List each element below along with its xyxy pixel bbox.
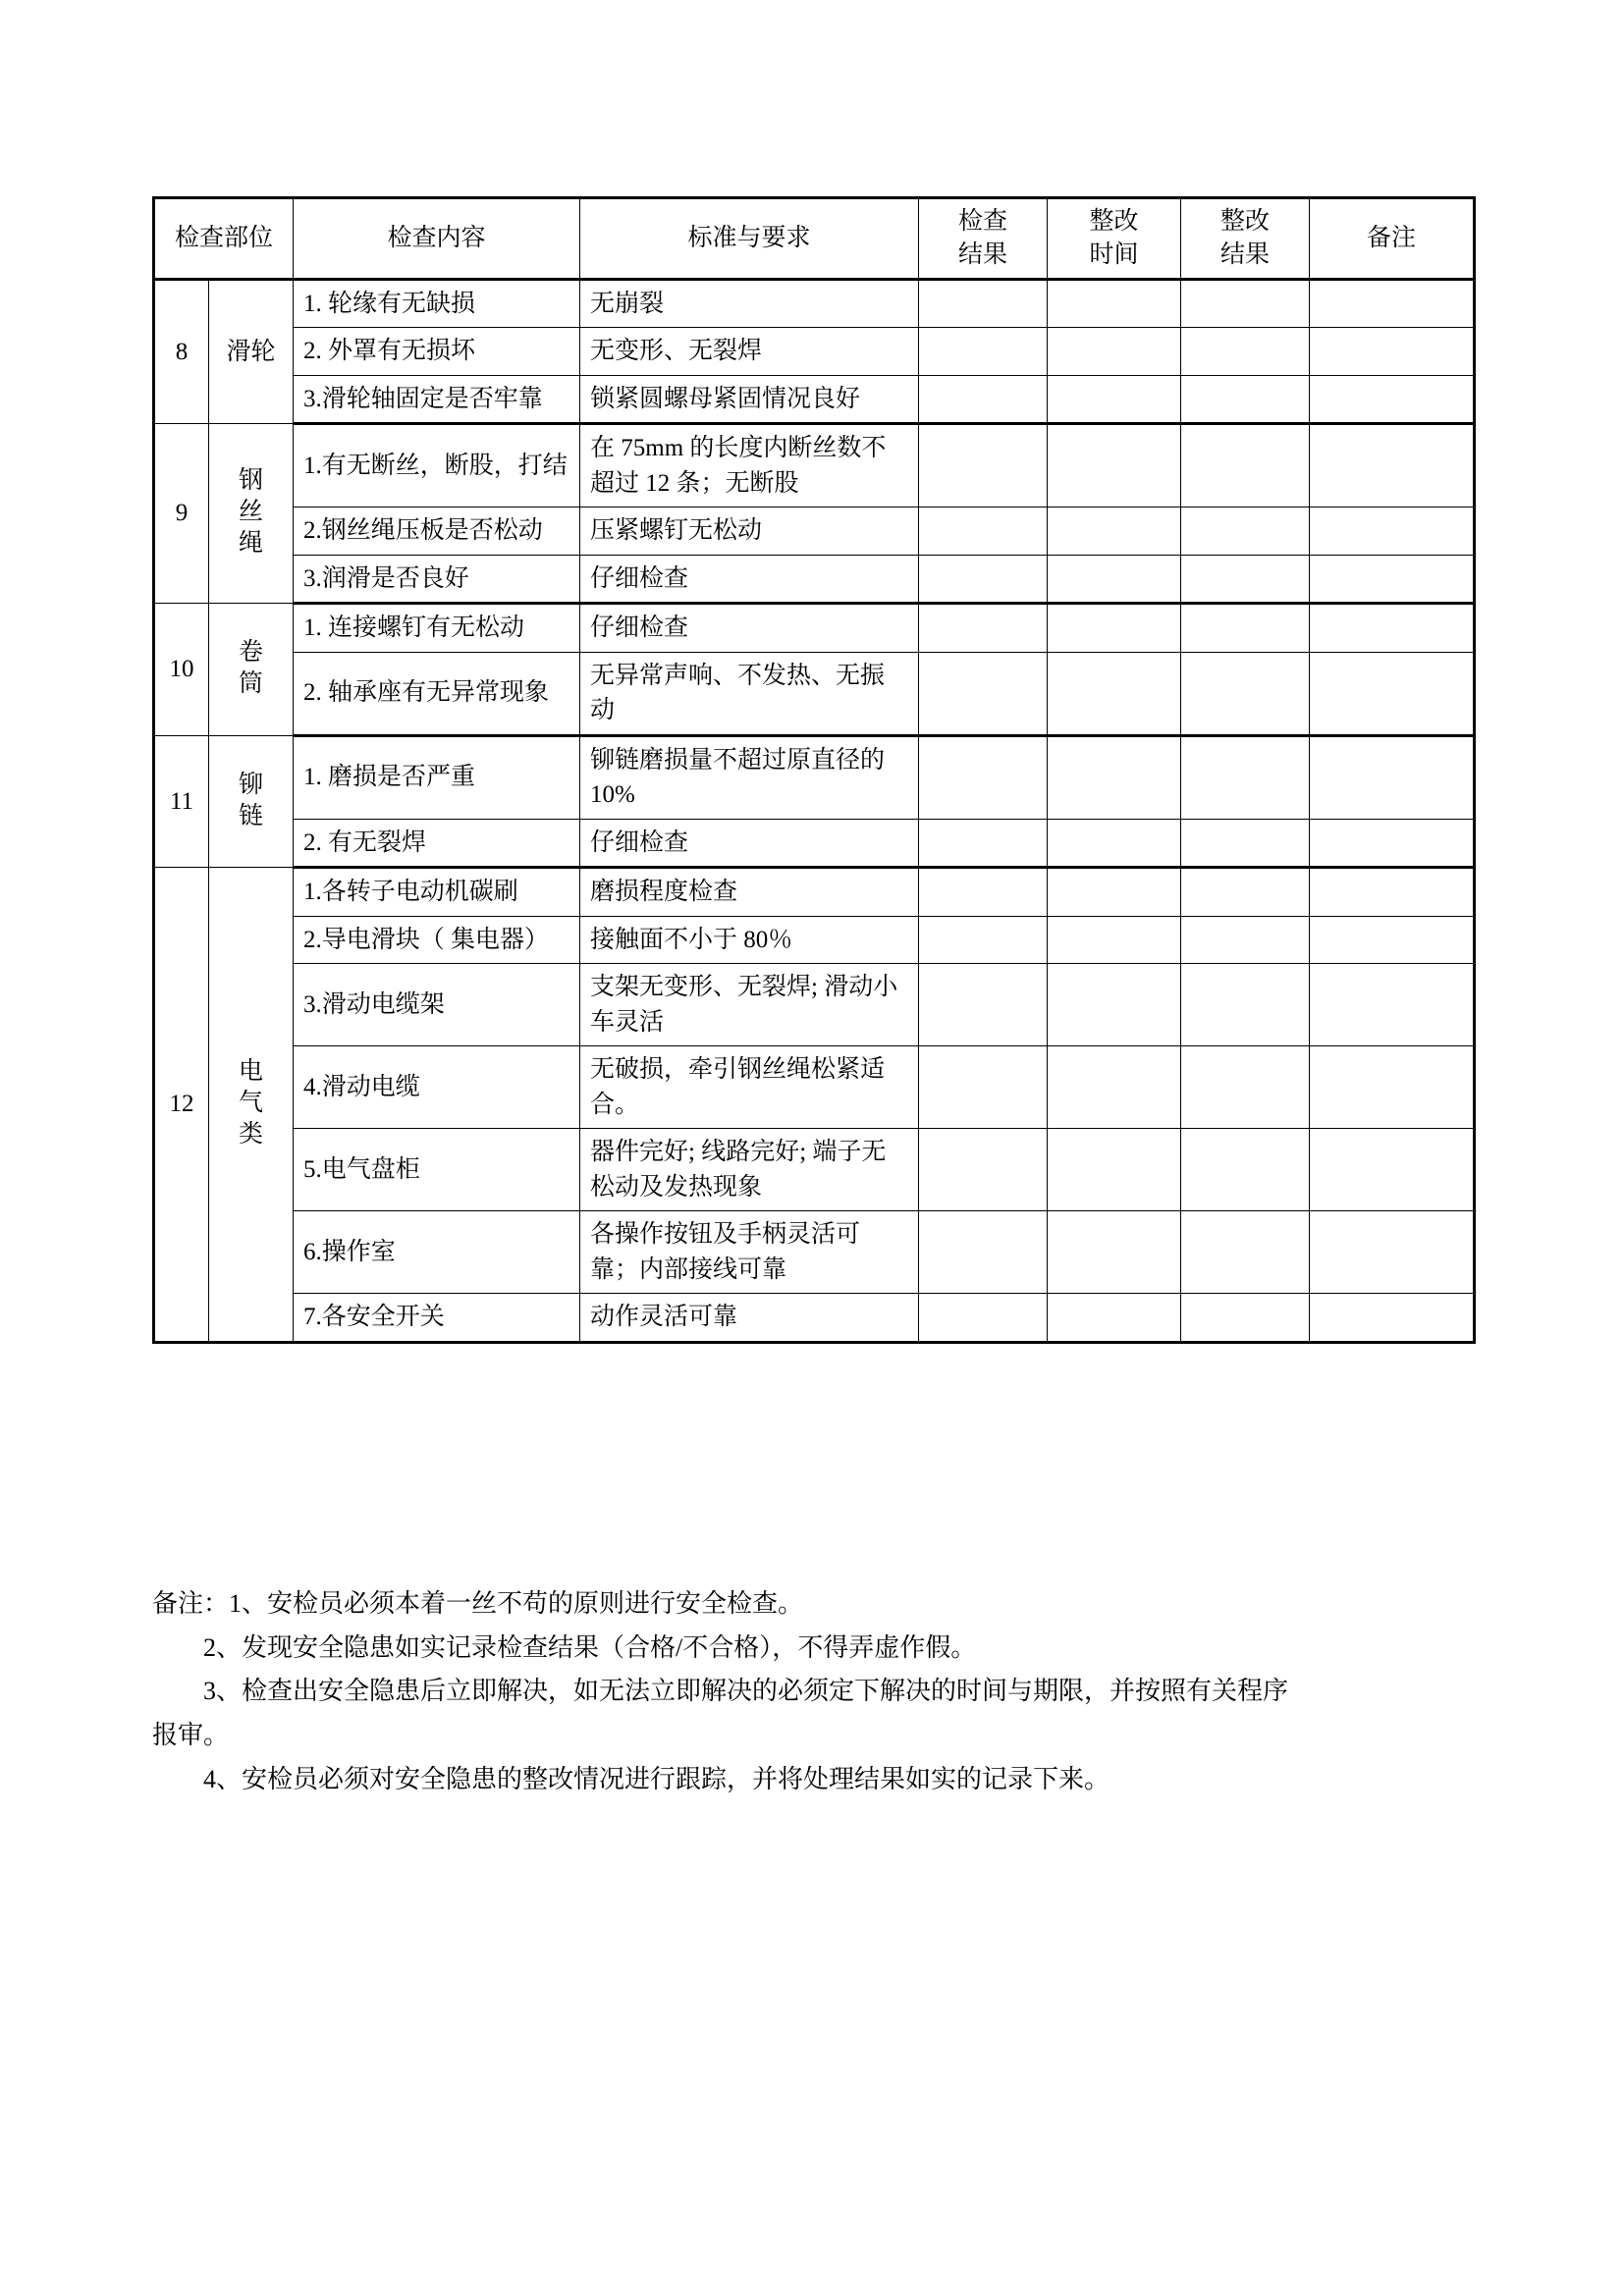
standard-requirement: 铆链磨损量不超过原直径的 10% bbox=[580, 735, 919, 819]
rectify-result-cell[interactable] bbox=[1181, 819, 1310, 868]
table-row bbox=[154, 1046, 1475, 1129]
remark-cell[interactable] bbox=[1310, 555, 1475, 604]
remark-cell[interactable] bbox=[1310, 424, 1475, 507]
inspection-part-char: 钢 bbox=[239, 467, 264, 495]
rectify-time-cell[interactable] bbox=[1048, 279, 1181, 328]
check-result-cell[interactable] bbox=[919, 1294, 1048, 1343]
rectify-result-cell[interactable] bbox=[1181, 652, 1310, 735]
rectify-result-cell[interactable] bbox=[1181, 916, 1310, 964]
rectify-time-cell[interactable] bbox=[1048, 328, 1181, 376]
check-result-cell[interactable] bbox=[919, 1046, 1048, 1129]
rectify-time-cell[interactable] bbox=[1048, 819, 1181, 868]
notes-section bbox=[152, 1582, 1478, 1802]
table-row bbox=[154, 604, 1475, 653]
inspection-content: 1.各转子电动机碳刷 bbox=[294, 868, 580, 917]
note-line-1: 备注：1、安检员必须本着一丝不苟的原则进行安全检查。 bbox=[152, 1589, 804, 1618]
inspection-part-vertical bbox=[239, 637, 263, 700]
standard-requirement: 无异常声响、不发热、无振动 bbox=[580, 652, 919, 735]
remark-cell[interactable] bbox=[1310, 916, 1475, 964]
inspection-content: 5.电气盘柜 bbox=[294, 1129, 580, 1211]
rectify-result-cell[interactable] bbox=[1181, 1211, 1310, 1294]
table-row bbox=[154, 819, 1475, 868]
remark-cell[interactable] bbox=[1310, 735, 1475, 819]
inspection-content: 1. 连接螺钉有无松动 bbox=[294, 604, 580, 653]
inspection-part-char: 卷 bbox=[239, 639, 264, 666]
table-row bbox=[154, 507, 1475, 556]
inspection-content: 6.操作室 bbox=[294, 1211, 580, 1294]
check-result-cell[interactable] bbox=[919, 279, 1048, 328]
remark-cell[interactable] bbox=[1310, 604, 1475, 653]
inspection-content: 3.润滑是否良好 bbox=[294, 555, 580, 604]
inspection-part-char: 丝 bbox=[239, 499, 264, 526]
inspection-part-char: 气 bbox=[239, 1090, 264, 1116]
rectify-time-cell[interactable] bbox=[1048, 424, 1181, 507]
header-check-result-line1: 检查 bbox=[958, 208, 1008, 235]
rectify-result-cell[interactable] bbox=[1181, 507, 1310, 556]
rectify-result-cell[interactable] bbox=[1181, 868, 1310, 917]
inspection-content: 4.滑动电缆 bbox=[294, 1046, 580, 1129]
standard-requirement: 压紧螺钉无松动 bbox=[580, 507, 919, 556]
rectify-time-cell[interactable] bbox=[1048, 652, 1181, 735]
rectify-result-cell[interactable] bbox=[1181, 604, 1310, 653]
check-result-cell[interactable] bbox=[919, 1129, 1048, 1211]
row-number: 10 bbox=[154, 604, 209, 736]
table-row bbox=[154, 328, 1475, 376]
inspection-content: 3.滑轮轴固定是否牢靠 bbox=[294, 375, 580, 424]
check-result-cell[interactable] bbox=[919, 604, 1048, 653]
standard-requirement: 仔细检查 bbox=[580, 819, 919, 868]
rectify-result-cell[interactable] bbox=[1181, 1294, 1310, 1343]
note-line-2: 2、发现安全隐患如实记录检查结果（合格/不合格），不得弄虚作假。 bbox=[203, 1632, 977, 1662]
inspection-part-char: 类 bbox=[239, 1121, 264, 1148]
inspection-part-char: 铆 bbox=[239, 771, 264, 798]
check-result-cell[interactable] bbox=[919, 328, 1048, 376]
rectify-time-cell[interactable] bbox=[1048, 507, 1181, 556]
note-line-4: 4、安检员必须对安全隐患的整改情况进行跟踪，并将处理结果如实的记录下来。 bbox=[203, 1764, 1110, 1793]
remark-cell[interactable] bbox=[1310, 1294, 1475, 1343]
row-number: 11 bbox=[154, 735, 209, 868]
remark-cell[interactable] bbox=[1310, 1211, 1475, 1294]
standard-requirement: 锁紧圆螺母紧固情况良好 bbox=[580, 375, 919, 424]
table-row bbox=[154, 652, 1475, 735]
standard-requirement: 无变形、无裂焊 bbox=[580, 328, 919, 376]
table-header bbox=[154, 198, 1475, 280]
rectify-time-cell[interactable] bbox=[1048, 604, 1181, 653]
header-standard: 标准与要求 bbox=[580, 198, 919, 280]
table-body bbox=[154, 279, 1475, 1342]
header-check-result bbox=[919, 198, 1048, 280]
inspection-table-container bbox=[152, 196, 1473, 1344]
remark-cell[interactable] bbox=[1310, 652, 1475, 735]
inspection-content: 2. 外罩有无损坏 bbox=[294, 328, 580, 376]
table-row bbox=[154, 735, 1475, 819]
inspection-content: 1. 磨损是否严重 bbox=[294, 735, 580, 819]
remark-cell[interactable] bbox=[1310, 868, 1475, 917]
inspection-part bbox=[209, 735, 294, 868]
inspection-part bbox=[209, 868, 294, 1343]
check-result-cell[interactable] bbox=[919, 375, 1048, 424]
standard-requirement: 接触面不小于 80％ bbox=[580, 916, 919, 964]
check-result-cell[interactable] bbox=[919, 652, 1048, 735]
rectify-time-cell[interactable] bbox=[1048, 1294, 1181, 1343]
table-row bbox=[154, 964, 1475, 1046]
check-result-cell[interactable] bbox=[919, 1211, 1048, 1294]
row-number: 9 bbox=[154, 424, 209, 604]
header-rectify-result bbox=[1181, 198, 1310, 280]
rectify-result-cell[interactable] bbox=[1181, 424, 1310, 507]
remark-cell[interactable] bbox=[1310, 375, 1475, 424]
rectify-result-cell[interactable] bbox=[1181, 964, 1310, 1046]
table-row bbox=[154, 424, 1475, 507]
inspection-part: 滑轮 bbox=[209, 279, 294, 424]
header-content: 检查内容 bbox=[294, 198, 580, 280]
rectify-time-cell[interactable] bbox=[1048, 916, 1181, 964]
remark-cell[interactable] bbox=[1310, 279, 1475, 328]
header-remark: 备注 bbox=[1310, 198, 1475, 280]
table-row bbox=[154, 916, 1475, 964]
standard-requirement: 仔细检查 bbox=[580, 604, 919, 653]
rectify-result-cell[interactable] bbox=[1181, 735, 1310, 819]
inspection-part bbox=[209, 604, 294, 736]
rectify-time-cell[interactable] bbox=[1048, 735, 1181, 819]
inspection-part-char: 筒 bbox=[239, 670, 264, 697]
table-row bbox=[154, 555, 1475, 604]
remark-cell[interactable] bbox=[1310, 328, 1475, 376]
inspection-part-vertical bbox=[239, 770, 263, 832]
check-result-cell[interactable] bbox=[919, 555, 1048, 604]
standard-requirement: 动作灵活可靠 bbox=[580, 1294, 919, 1343]
standard-requirement: 仔细检查 bbox=[580, 555, 919, 604]
header-part: 检查部位 bbox=[154, 198, 294, 280]
header-row bbox=[154, 198, 1475, 280]
table-row bbox=[154, 279, 1475, 328]
standard-requirement: 各操作按钮及手柄灵活可靠；内部接线可靠 bbox=[580, 1211, 919, 1294]
inspection-part-char: 电 bbox=[239, 1058, 264, 1085]
check-result-cell[interactable] bbox=[919, 868, 1048, 917]
check-result-cell[interactable] bbox=[919, 507, 1048, 556]
table-row bbox=[154, 1294, 1475, 1343]
inspection-content: 1. 轮缘有无缺损 bbox=[294, 279, 580, 328]
rectify-result-cell[interactable] bbox=[1181, 1046, 1310, 1129]
rectify-time-cell[interactable] bbox=[1048, 375, 1181, 424]
rectify-result-cell[interactable] bbox=[1181, 1129, 1310, 1211]
safety-inspection-table bbox=[152, 196, 1476, 1344]
inspection-part-char: 绳 bbox=[239, 530, 264, 558]
table-row bbox=[154, 375, 1475, 424]
check-result-cell[interactable] bbox=[919, 424, 1048, 507]
inspection-part-vertical bbox=[239, 465, 263, 560]
inspection-content: 2. 有无裂焊 bbox=[294, 819, 580, 868]
inspection-content: 7.各安全开关 bbox=[294, 1294, 580, 1343]
inspection-part-char: 链 bbox=[239, 802, 264, 829]
remark-cell[interactable] bbox=[1310, 1129, 1475, 1211]
inspection-part bbox=[209, 424, 294, 604]
header-check-result-line2: 结果 bbox=[958, 240, 1008, 268]
remark-cell[interactable] bbox=[1310, 507, 1475, 556]
rectify-result-cell[interactable] bbox=[1181, 375, 1310, 424]
rectify-result-cell[interactable] bbox=[1181, 555, 1310, 604]
header-rectify-result-line1: 整改 bbox=[1220, 208, 1271, 235]
inspection-content: 3.滑动电缆架 bbox=[294, 964, 580, 1046]
remark-cell[interactable] bbox=[1310, 964, 1475, 1046]
table-row bbox=[154, 868, 1475, 917]
row-number: 12 bbox=[154, 868, 209, 1343]
check-result-cell[interactable] bbox=[919, 735, 1048, 819]
rectify-time-cell[interactable] bbox=[1048, 1046, 1181, 1129]
standard-requirement: 无崩裂 bbox=[580, 279, 919, 328]
inspection-content: 2. 轴承座有无异常现象 bbox=[294, 652, 580, 735]
note-line-3b: 报审。 bbox=[152, 1721, 230, 1750]
rectify-time-cell[interactable] bbox=[1048, 1129, 1181, 1211]
rectify-result-cell[interactable] bbox=[1181, 328, 1310, 376]
standard-requirement: 支架无变形、无裂焊; 滑动小车灵活 bbox=[580, 964, 919, 1046]
table-row bbox=[154, 1129, 1475, 1211]
check-result-cell[interactable] bbox=[919, 916, 1048, 964]
standard-requirement: 磨损程度检查 bbox=[580, 868, 919, 917]
inspection-content: 2.钢丝绳压板是否松动 bbox=[294, 507, 580, 556]
header-rectify-result-line2: 结果 bbox=[1220, 240, 1271, 268]
note-line-3: 3、检查出安全隐患后立即解决，如无法立即解决的必须定下解决的时间与期限，并按照有关程序 bbox=[203, 1677, 1289, 1706]
rectify-time-cell[interactable] bbox=[1048, 868, 1181, 917]
check-result-cell[interactable] bbox=[919, 819, 1048, 868]
inspection-content: 2.导电滑块（ 集电器） bbox=[294, 916, 580, 964]
check-result-cell[interactable] bbox=[919, 964, 1048, 1046]
header-rectify-time-line2: 时间 bbox=[1089, 240, 1139, 268]
header-rectify-time-line1: 整改 bbox=[1089, 208, 1139, 235]
table-row bbox=[154, 1211, 1475, 1294]
remark-cell[interactable] bbox=[1310, 819, 1475, 868]
standard-requirement: 在 75mm 的长度内断丝数不超过 12 条；无断股 bbox=[580, 424, 919, 507]
inspection-content: 1.有无断丝，断股，打结 bbox=[294, 424, 580, 507]
standard-requirement: 无破损，牵引钢丝绳松紧适合。 bbox=[580, 1046, 919, 1129]
header-rectify-time bbox=[1048, 198, 1181, 280]
remark-cell[interactable] bbox=[1310, 1046, 1475, 1129]
row-number: 8 bbox=[154, 279, 209, 424]
rectify-time-cell[interactable] bbox=[1048, 964, 1181, 1046]
standard-requirement: 器件完好; 线路完好; 端子无松动及发热现象 bbox=[580, 1129, 919, 1211]
inspection-part-vertical bbox=[239, 1056, 263, 1150]
rectify-time-cell[interactable] bbox=[1048, 555, 1181, 604]
rectify-time-cell[interactable] bbox=[1048, 1211, 1181, 1294]
rectify-result-cell[interactable] bbox=[1181, 279, 1310, 328]
